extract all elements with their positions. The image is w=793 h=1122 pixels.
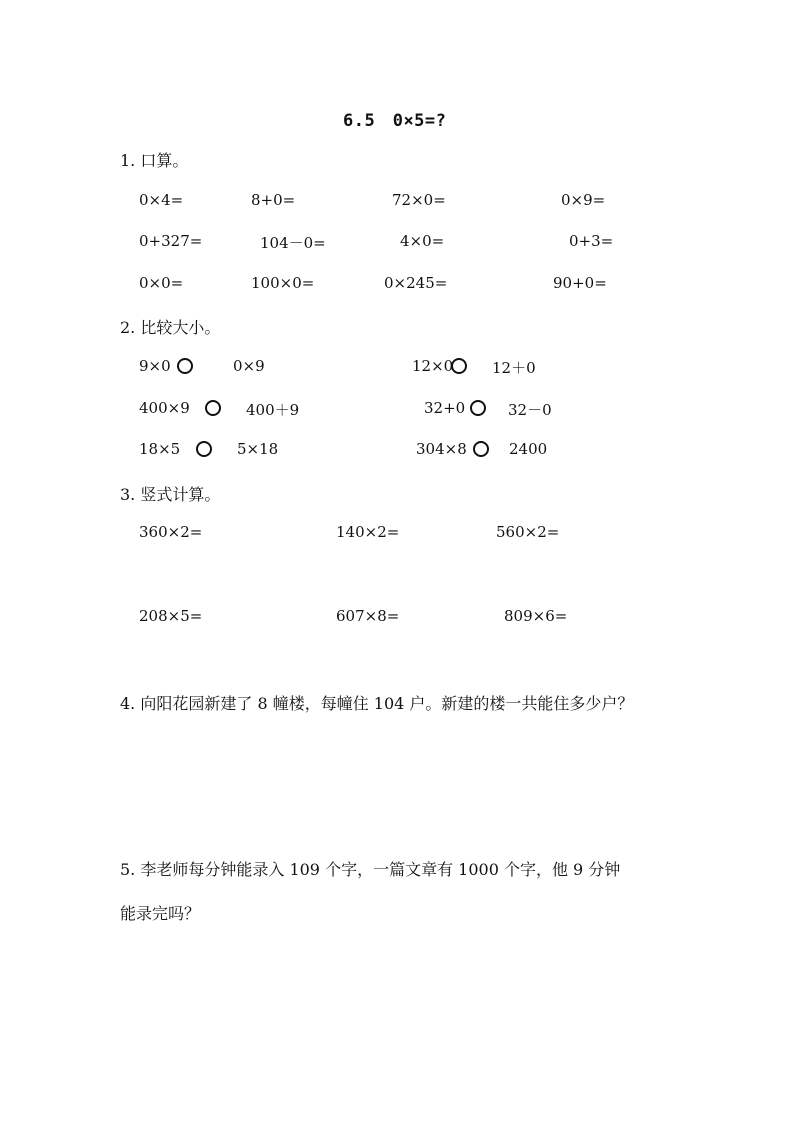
q1-item: 0×9= [561, 191, 606, 209]
question-5-line-1: 5. 李老师每分钟能录入 109 个字，一篇文章有 1000 个字，他 9 分钟 [120, 860, 621, 879]
compare-left: 9×0 [139, 357, 171, 375]
q1-item: 0+327= [139, 232, 203, 250]
question-2-heading: 2. 比较大小。 [120, 318, 221, 337]
q1-item: 90+0= [553, 274, 607, 292]
compare-right: 5×18 [237, 440, 279, 458]
compare-right: 400＋9 [246, 401, 300, 419]
compare-circle[interactable] [470, 400, 486, 416]
compare-circle[interactable] [451, 358, 467, 374]
question-4-text: 4. 向阳花园新建了 8 幢楼，每幢住 104 户。新建的楼一共能住多少户？ [120, 694, 634, 713]
q1-item: 0×4= [139, 191, 184, 209]
compare-left: 304×8 [416, 440, 467, 458]
q1-item: 0×0= [139, 274, 184, 292]
q1-item: 0+3= [569, 232, 614, 250]
q3-item: 560×2= [496, 523, 560, 541]
compare-circle[interactable] [205, 400, 221, 416]
page-title: 6.5 0×5=? [343, 111, 447, 131]
q3-item: 360×2= [139, 523, 203, 541]
question-1-heading: 1. 口算。 [120, 151, 189, 170]
compare-circle[interactable] [196, 441, 212, 457]
q3-item: 140×2= [336, 523, 400, 541]
compare-left: 32+0 [424, 399, 466, 417]
q3-item: 607×8= [336, 607, 400, 625]
compare-left: 18×5 [139, 440, 181, 458]
compare-left: 400×9 [139, 399, 190, 417]
q3-item: 208×5= [139, 607, 203, 625]
question-3-heading: 3. 竖式计算。 [120, 485, 221, 504]
q1-item: 100×0= [251, 274, 315, 292]
compare-circle[interactable] [473, 441, 489, 457]
compare-right: 0×9 [233, 357, 265, 375]
q1-item: 4×0= [400, 232, 445, 250]
question-5-line-2: 能录完吗？ [120, 904, 201, 923]
q1-item: 0×245= [384, 274, 448, 292]
q1-item: 104－0= [260, 234, 326, 252]
compare-left: 12×0 [412, 357, 454, 375]
compare-right: 32－0 [508, 401, 552, 419]
compare-right: 2400 [509, 440, 548, 458]
compare-right: 12＋0 [492, 359, 536, 377]
q3-item: 809×6= [504, 607, 568, 625]
q1-item: 8+0= [251, 191, 296, 209]
q1-item: 72×0= [392, 191, 446, 209]
compare-circle[interactable] [177, 358, 193, 374]
